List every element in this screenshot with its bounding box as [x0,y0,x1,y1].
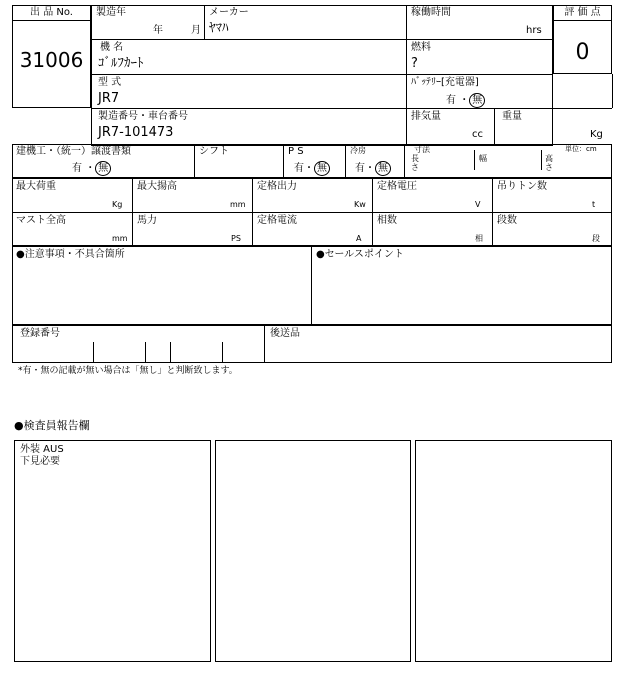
year-suffix: 年 [153,25,163,36]
length-label: 長 [411,154,419,163]
dims-label: 寸法 [414,145,430,154]
crane-label: 吊りトン数 [497,181,547,192]
mast-height-label: マスト全高 [16,215,66,226]
rated-current-unit: A [356,234,362,243]
rated-voltage-unit: V [475,200,481,209]
footnote: *有・無の記載が無い場合は「無し」と判断致します。 [18,366,238,376]
inspector-box-2 [215,440,411,662]
shift-label: シフト [199,146,229,157]
battery-no-circled: 無 [469,93,485,108]
lot-no-value: 31006 [19,48,84,72]
hours-label: 稼働時間 [411,7,451,18]
weight-unit: Kg [590,129,603,140]
hours-unit: hrs [526,25,542,36]
width-label: 幅 [479,154,487,163]
battery-label: ﾊﾞｯﾃﾘｰ[充電器] [411,77,479,88]
type-value: JR7 [98,91,120,106]
ps-no-circled: 無 [314,161,330,176]
inspector-box-3 [415,440,612,662]
model-name-label: 機 名 [100,42,124,53]
month-suffix: 月 [191,25,201,36]
serial-label: 製造番号・車台番号 [98,111,188,122]
stages-label: 段数 [497,215,517,226]
crane-unit: t [592,200,596,209]
serial-value: JR7-101473 [98,125,174,140]
transfer-no-circled: 無 [95,161,111,176]
type-label: 型 式 [98,77,122,88]
stages-unit: 段 [592,234,600,243]
weight-label: 重量 [502,111,522,122]
maker-value: ﾔﾏﾊ [209,21,229,36]
displacement-unit: cc [472,129,483,140]
lot-no-label: 出 品 No. [30,7,73,18]
score-label: 評 価 点 [564,7,601,18]
transfer-yes-no: 有 ・ 無 [72,161,111,176]
battery-yes-no: 有 ・ 無 [446,93,485,108]
spec-row-3 [12,212,612,246]
max-lift-unit: mm [230,200,246,209]
caution-label: ●注意事項・不具合箇所 [16,249,125,260]
transfer-docs-label: 建機工・（統一）譲渡書類 [16,146,131,157]
rated-current-label: 定格電流 [257,215,297,226]
inspector-title: ●検査員報告欄 [14,419,90,432]
model-name-value: ｺﾞﾙﾌｶｰﾄ [98,56,144,71]
mast-height-unit: mm [112,234,128,243]
ps-label: P S [288,146,304,157]
cooler-label: 冷房 [350,146,366,155]
height-sub: さ [545,163,553,172]
max-load-unit: Kg [112,200,123,209]
length-sub: さ [411,163,419,172]
inspector-note-line-1: 外装 AUS [20,444,64,455]
fuel-label: 燃料 [411,42,431,53]
inspector-note-line-2: 下見必要 [20,456,60,467]
max-lift-label: 最大揚高 [137,181,177,192]
horsepower-label: 馬力 [137,215,157,226]
phase-unit: 相 [475,234,483,243]
rated-output-unit: Kw [354,200,366,209]
inspector-box-1 [14,440,211,662]
year-label: 製造年 [96,7,126,18]
max-load-label: 最大荷重 [16,181,56,192]
height-label: 高 [545,154,553,163]
maker-label: メーカー [209,7,249,18]
cooler-yes-no: 有・ 無 [355,161,391,176]
fuel-value: ? [411,56,418,71]
sales-point-label: ●セールスポイント [316,249,404,260]
phase-label: 相数 [377,215,397,226]
unit-note: 単位：cm [565,145,597,153]
cooler-no-circled: 無 [375,161,391,176]
rated-output-label: 定格出力 [257,181,297,192]
displacement-label: 排気量 [411,111,441,122]
registration-box [12,325,612,363]
horsepower-unit: PS [231,234,241,243]
shipping-label: 後送品 [270,328,300,339]
rated-voltage-label: 定格電圧 [377,181,417,192]
registration-label: 登録番号 [20,328,60,339]
score-value: 0 [575,40,590,65]
ps-yes-no: 有・ 無 [294,161,330,176]
